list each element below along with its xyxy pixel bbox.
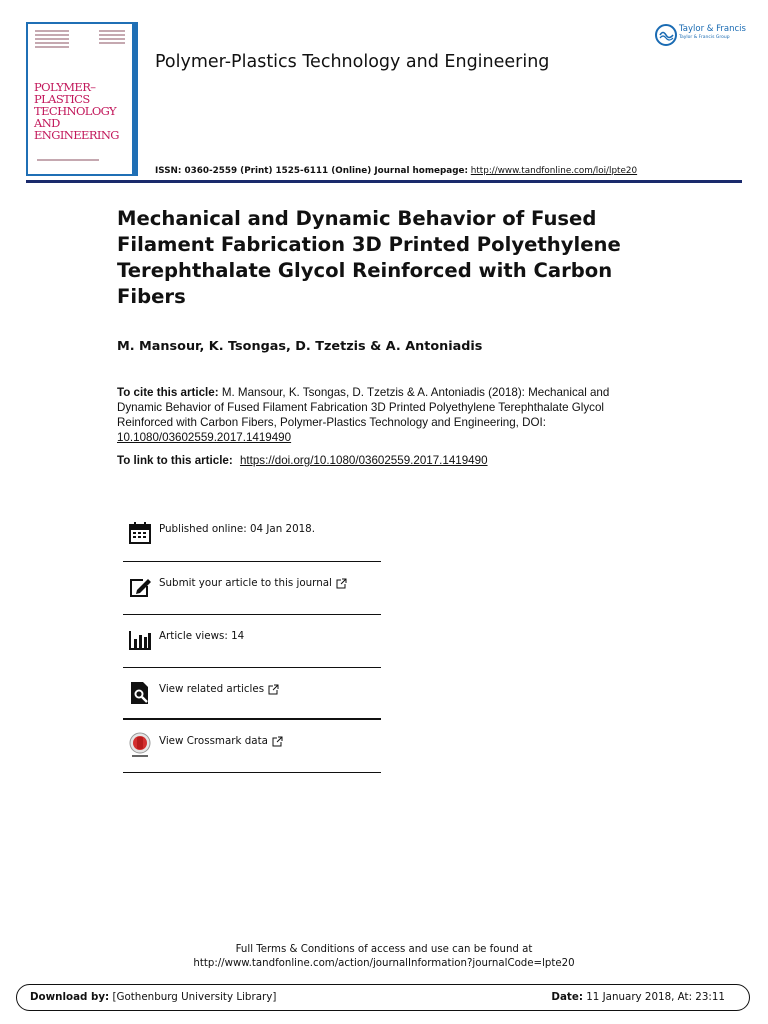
related-articles-link[interactable]: View related articles [159,683,265,695]
edit-icon [127,574,153,600]
header-divider [26,180,742,183]
cite-label: To cite this article: [117,386,219,399]
bar-chart-icon [127,627,153,653]
article-link-line [117,454,488,467]
calendar-icon [127,520,153,546]
download-date [551,991,725,1003]
info-item-crossmark[interactable] [123,720,381,773]
published-online-label: Published online: 04 Jan 2018. [159,523,315,535]
cite-text: M. Mansour, K. Tsongas, D. Tzetzis & A. Antoniadis (2018): Mechanical and Dynamic Behavior of Fused Filament Fabrication 3D Printed Polyethylene Terephthalate Glycol Reinforced with Carbon Fibers, Polymer-Plastics Technology and Engineering, DOI: [117,386,610,429]
download-label: Download by: [30,991,110,1003]
external-link-icon [268,684,279,695]
journal-cover-image [26,22,138,176]
cover-volume-lines [99,30,125,46]
terms-notice [0,943,768,971]
cover-editor-line [37,159,99,161]
article-title: Mechanical and Dynamic Behavior of Fused Filament Fabrication 3D Printed Polyethylene Terephthalate Glycol Reinforced with Carbon Fibers [117,207,621,308]
info-item-views [123,615,381,668]
info-item-published [123,508,381,562]
journal-title: Polymer-Plastics Technology and Engineering [155,52,550,72]
publisher-logo[interactable] [655,23,755,47]
issn-text: ISSN: 0360-2559 (Print) 1525-6111 (Online) Journal homepage: [155,166,468,176]
cover-title: POLYMER–PLASTICS TECHNOLOGY AND ENGINEERING [34,80,119,142]
publisher-group: Taylor & Francis Group [679,35,730,40]
terms-link[interactable]: http://www.tandfonline.com/action/journalInformation?journalCode=lpte20 [193,958,575,969]
article-info-list [123,508,381,773]
download-by [30,991,276,1003]
article-views-label: Article views: 14 [159,630,245,642]
crossmark-link[interactable]: View Crossmark data [159,735,268,747]
issn-line [155,166,637,176]
cover-publisher-lines [35,30,69,50]
submit-article-link[interactable]: Submit your article to this journal [159,577,332,589]
cite-doi-link[interactable]: 10.1080/03602559.2017.1419490 [117,431,292,444]
article-doi-link[interactable]: https://doi.org/10.1080/03602559.2017.1419490 [239,454,488,467]
download-info-bar [16,984,750,1011]
citation-block [117,385,627,445]
external-link-icon [272,736,283,747]
taylor-francis-logo-icon [655,24,677,46]
date-label: Date: [551,991,583,1003]
info-item-submit[interactable] [123,562,381,615]
date-value: 11 January 2018, At: 23:11 [586,991,725,1003]
crossmark-icon [127,732,153,758]
link-label: To link to this article: [117,454,233,467]
download-value: [Gothenburg University Library] [112,991,277,1003]
publisher-name: Taylor & Francis [679,24,746,34]
info-item-related[interactable] [123,668,381,720]
search-document-icon [127,680,153,706]
journal-homepage-link[interactable]: http://www.tandfonline.com/loi/lpte20 [470,166,638,176]
terms-line-1: Full Terms & Conditions of access and use can be found at [235,944,533,955]
external-link-icon [336,578,347,589]
article-authors: M. Mansour, K. Tsongas, D. Tzetzis & A. Antoniadis [117,339,483,354]
